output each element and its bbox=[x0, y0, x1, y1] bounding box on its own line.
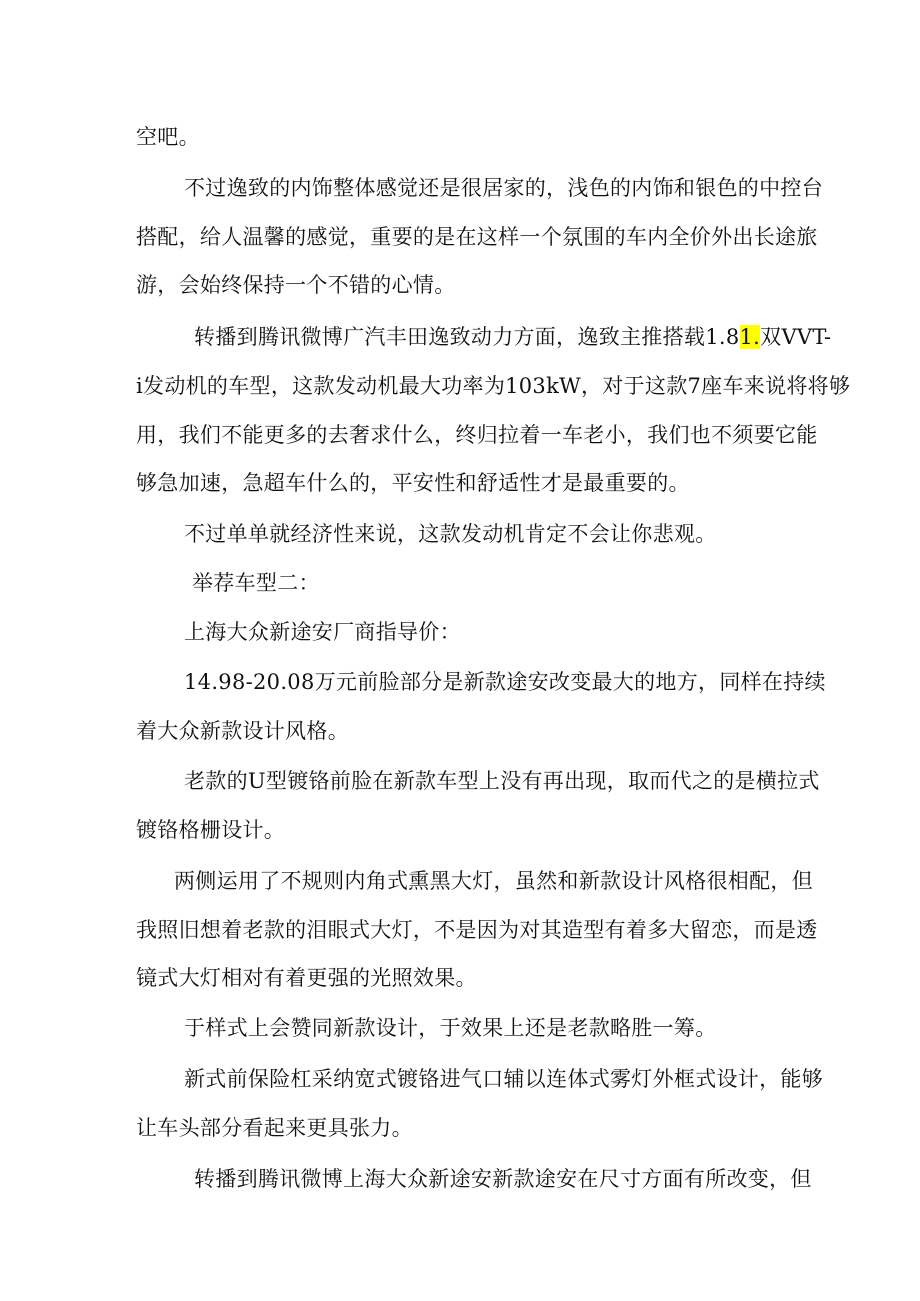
text-line: 转播到腾讯微博上海大众新途安新款途安在尺寸方面有所改变，但 bbox=[194, 1167, 812, 1191]
text-line: 镀铬格栅设计。 bbox=[136, 818, 286, 842]
text-line: 不过逸致的内饰整体感觉还是很居家的，浅色的内饰和银色的中控台 bbox=[184, 176, 823, 200]
text-line: 上海大众新途安厂商指导价： bbox=[184, 620, 461, 644]
text-line: 镜式大灯相对有着更强的光照效果。 bbox=[136, 966, 477, 990]
text-line: 老款的U型镀铬前脸在新款车型上没有再出现，取而代之的是横拉式 bbox=[184, 769, 820, 793]
text-line: 搭配，给人温馨的感觉，重要的是在这样一个氛围的车内全价外出长途旅 bbox=[136, 225, 818, 249]
text-line: 两侧运用了不规则内角式熏黑大灯，虽然和新款设计风格很相配，但 bbox=[174, 869, 813, 893]
text-line: 着大众新款设计风格。 bbox=[136, 719, 349, 743]
text-line: 不过单单就经济性来说，这款发动机肯定不会让你悲观。 bbox=[184, 522, 717, 546]
text-line: 游，会始终保持一个不错的心情。 bbox=[136, 273, 456, 297]
text-segment: 双VVT- bbox=[760, 325, 832, 349]
text-segment: 转播到腾讯微博广汽丰田逸致动力方面，逸致主推搭载1.8 bbox=[194, 325, 740, 349]
text-line: 够急加速，急超车什么的，平安性和舒适性才是最重要的。 bbox=[136, 471, 690, 495]
text-line: 14.98-20.08万元前脸部分是新款途安改变最大的地方，同样在持续 bbox=[184, 670, 826, 694]
text-line: 让车头部分看起来更具张力。 bbox=[136, 1116, 413, 1140]
text-line: i发动机的车型，这款发动机最大功率为103kW，对于这款7座车来说将将够 bbox=[136, 374, 851, 398]
text-line: 用，我们不能更多的去奢求什么，终归拉着一车老小，我们也不须要它能 bbox=[136, 423, 818, 447]
text-line: 新式前保险杠采纳宽式镀铬进气口辅以连体式雾灯外框式设计，能够 bbox=[184, 1067, 823, 1091]
text-line bbox=[194, 322, 831, 352]
text-line: 举荐车型二： bbox=[192, 571, 320, 595]
highlighted-text: 1. bbox=[739, 325, 761, 349]
text-line: 于样式上会赞同新款设计，于效果上还是老款略胜一筹。 bbox=[184, 1016, 717, 1040]
text-line: 空吧。 bbox=[136, 125, 200, 149]
text-line: 我照旧想着老款的泪眼式大灯，不是因为对其造型有着多大留恋，而是透 bbox=[136, 918, 818, 942]
